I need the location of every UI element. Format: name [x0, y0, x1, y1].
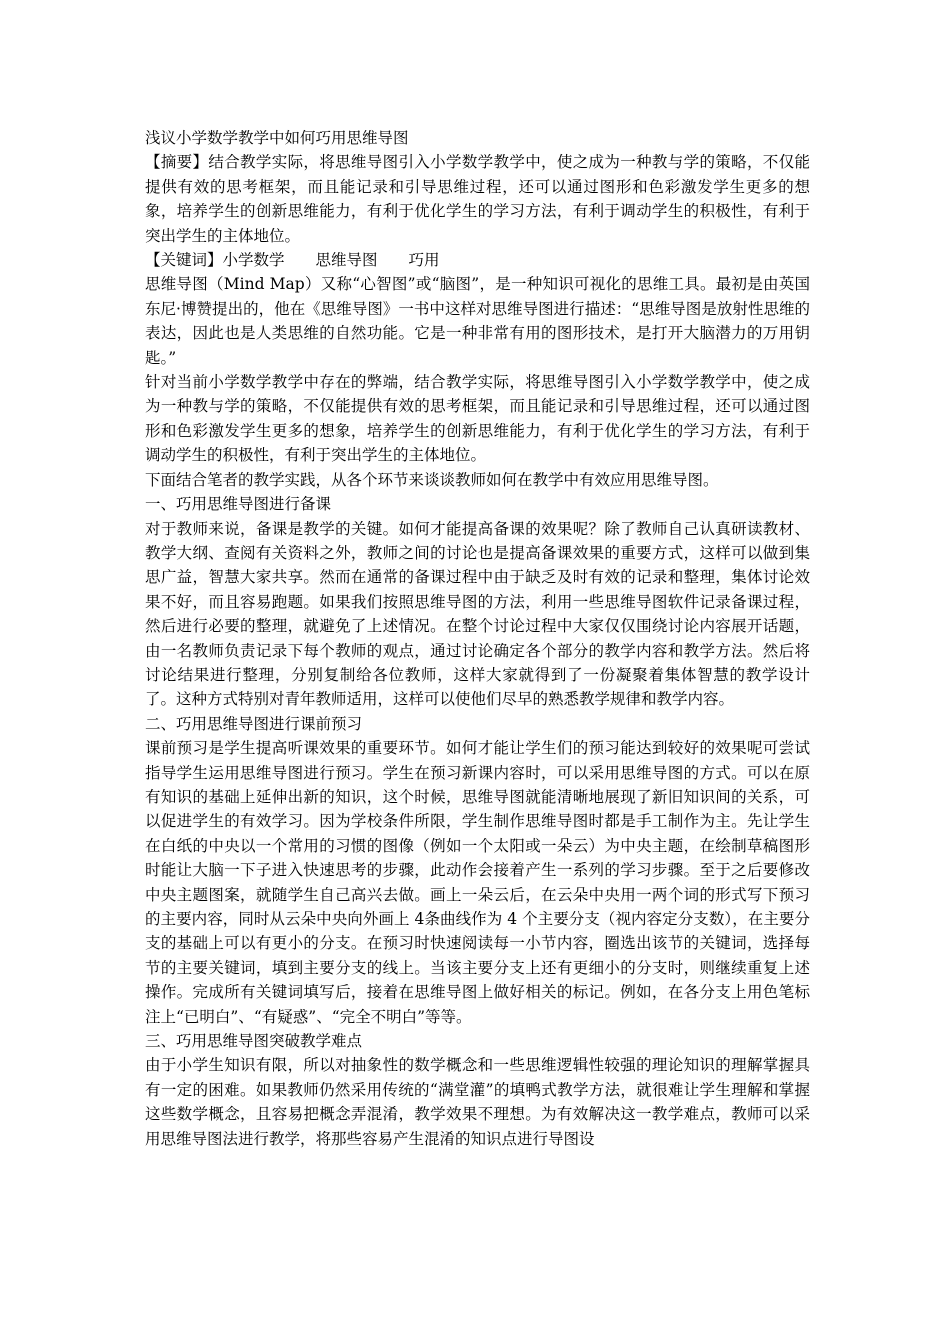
- section-1-heading: 一、巧用思维导图进行备课: [145, 495, 332, 514]
- section-2-body: 课前预习是学生提高听课效果的重要环节。如何才能让学生们的预习能达到较好的效果呢可尝试指导学生运用思维导图进行预习。学生在预习新课内容时，可以采用思维导图的方式。可以在原有知识的基础上延伸出新的知识，这个时候，思维导图就能清晰地展现了新旧知识间的关系，可以促进学生的有效学习。因为学校条件所限，学生制作思维导图时都是手工制作为主。先让学生在白纸的中央以一个常用的习惯的图像（例如一个太阳或一朵云）为中央主题，在绘制草稿图形时能让大脑一下子进入快速思考的步骤，此动作会接着产生一系列的学习步骤。至于之后要修改中央主题图案，就随学生自己高兴去做。画上一朵云后，在云朵中央用一两个词的形式写下预习的主要内容，同时从云朵中央向外画上 4条曲线作为 4 个主要分支（视内容定分支数），在主要分支的基础上可以有更小的分支。在预习时快速阅读每一小节内容，圈选出该节的关键词，选择每节的主要关键词，填到主要分支的线上。当该主要分支上还有更细小的分支时，则继续重复上述操作。完成所有关键词填写后，接着在思维导图上做好相关的标记。例如，在各分支上用色笔标注上“已明白”、“有疑惑”、“完全不明白”等等。: [145, 739, 810, 1026]
- document-page: [145, 126, 810, 1151]
- intro-paragraph-1: 思维导图（Mind Map）又称“心智图”或“脑图”，是一种知识可视化的思维工具。最初是由英国东尼·博赞提出的，他在《思维导图》一书中这样对思维导图进行描述：“思维导图是放射性思维的表达，因此也是人类思维的自然功能。它是一种非常有用的图形技术，是打开大脑潜力的万用钥匙。”: [145, 275, 810, 367]
- section-1-body: 对于教师来说，备课是教学的关键。如何才能提高备课的效果呢？除了教师自己认真研读教材、教学大纲、查阅有关资料之外，教师之间的讨论也是提高备课效果的重要方式，这样可以做到集思广益，智慧大家共享。然而在通常的备课过程中由于缺乏及时有效的记录和整理，集体讨论效果不好，而且容易跑题。如果我们按照思维导图的方法，利用一些思维导图软件记录备课过程，然后进行必要的整理，就避免了上述情况。在整个讨论过程中大家仅仅围绕讨论内容展开话题，由一名教师负责记录下每个教师的观点，通过讨论确定各个部分的教学内容和教学方法。然后将讨论结果进行整理，分别复制给各位教师，这样大家就得到了一份凝聚着集体智慧的教学设计了。这种方式特别对青年教师适用，这样可以使他们尽早的熟悉教学规律和教学内容。: [145, 519, 810, 709]
- document-title: 浅议小学数学教学中如何巧用思维导图: [145, 129, 409, 147]
- section-3-heading: 三、巧用思维导图突破教学难点: [145, 1032, 363, 1051]
- section-3-body: 由于小学生知识有限，所以对抽象性的数学概念和一些思维逻辑性较强的理论知识的理解掌握具有一定的困难。如果教师仍然采用传统的“满堂灌”的填鸭式教学方法，就很难让学生理解和掌握这些数学概念，且容易把概念弄混淆，教学效果不理想。为有效解决这一教学难点，教师可以采用思维导图法进行教学，将那些容易产生混淆的知识点进行导图设: [145, 1056, 810, 1148]
- intro-paragraph-2: 针对当前小学数学教学中存在的弊端，结合教学实际，将思维导图引入小学数学教学中，使之成为一种教与学的策略，不仅能提供有效的思考框架，而且能记录和引导思维过程，还可以通过图形和色彩激发学生更多的想象，培养学生的创新思维能力，有利于优化学生的学习方法，有利于调动学生的积极性，有利于突出学生的主体地位。: [145, 373, 810, 465]
- section-2-heading: 二、巧用思维导图进行课前预习: [145, 714, 363, 733]
- intro-paragraph-3: 下面结合笔者的教学实践，从各个环节来谈谈教师如何在教学中有效应用思维导图。: [145, 470, 719, 489]
- keywords-line: 【关键词】小学数学 思维导图 巧用: [145, 251, 440, 270]
- abstract-paragraph: 【摘要】结合教学实际，将思维导图引入小学数学教学中，使之成为一种教与学的策略，不仅能提供有效的思考框架，而且能记录和引导思维过程，还可以通过图形和色彩激发学生更多的想象，培养学生的创新思维能力，有利于优化学生的学习方法，有利于调动学生的积极性，有利于突出学生的主体地位。: [145, 153, 810, 245]
